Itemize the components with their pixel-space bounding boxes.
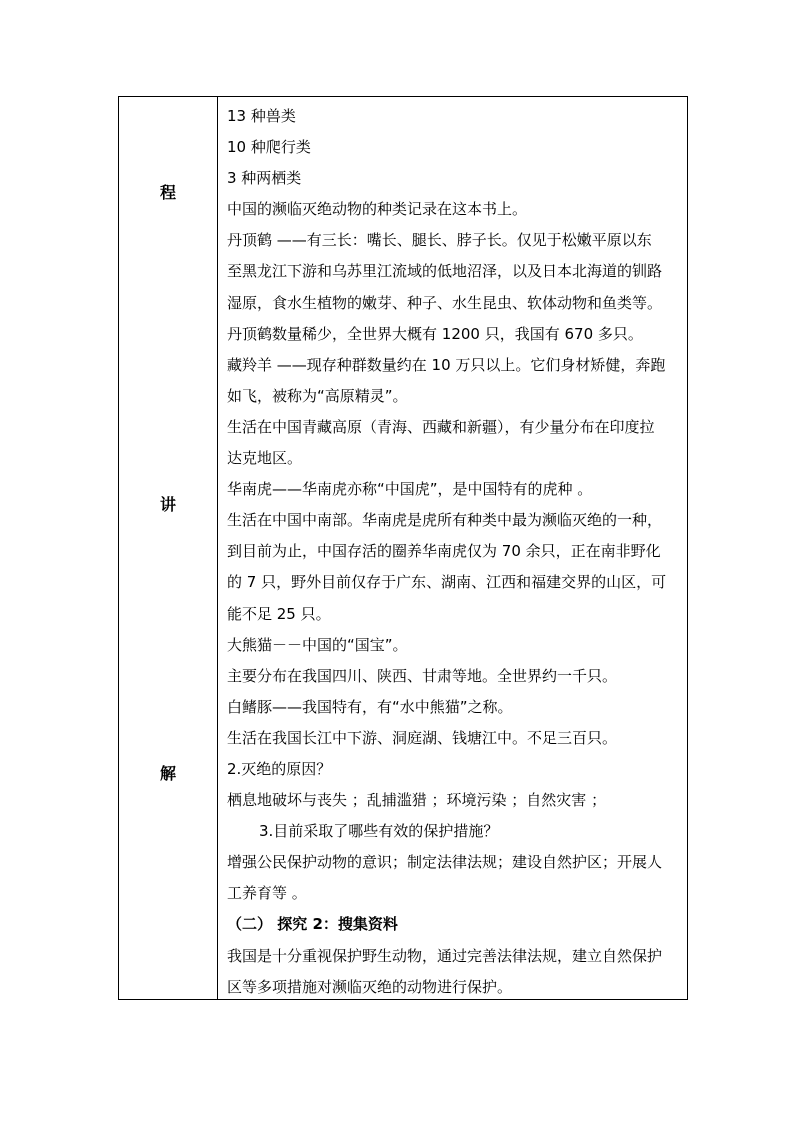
content-cell: [227, 101, 683, 1003]
text-line: 主要分布在我国四川、陕西、甘肃等地。全世界约一千只。: [227, 666, 618, 685]
text-line: 华南虎——华南虎亦称“中国虎”，是中国特有的虎种 。: [227, 480, 593, 499]
text-line: 生活在中国青藏高原（青海、西藏和新疆），有少量分布在印度拉: [227, 417, 655, 436]
text-line: 丹顶鹤数量稀少，全世界大概有 1200 只，我国有 670 多只。: [227, 324, 643, 343]
column-divider: [217, 97, 218, 999]
text-line: 大熊猫－－中国的“国宝”。: [227, 635, 408, 654]
question-heading: 2.灭绝的原因？: [227, 759, 332, 778]
side-label-jie: 解: [159, 764, 176, 783]
text-line: 10 种爬行类: [227, 138, 311, 157]
section-heading: （二） 探究 2：搜集资料: [227, 915, 398, 934]
text-line: 达克地区。: [227, 449, 303, 468]
text-line: 区等多项措施对濒临灭绝的动物进行保护。: [227, 977, 513, 996]
text-line: 栖息地破坏与丧失 ；乱捕滥猎 ；环境污染 ；自然灾害 ；: [227, 791, 607, 810]
text-line: 生活在中国中南部。华南虎是虎所有种类中最为濒临灭绝的一种，: [227, 511, 663, 530]
text-line: 能不足 25 只。: [227, 604, 331, 623]
text-line: 增强公民保护动物的意识；制定法律法规；建设自然护区；开展人: [227, 853, 663, 872]
text-line: 白鳍豚——我国特有，有“水中熊猫”之称。: [227, 697, 513, 716]
text-line: 中国的濒临灭绝动物的种类记录在这本书上。: [227, 200, 528, 219]
text-line: 的 7 只，野外目前仅存于广东、湖南、江西和福建交界的山区，可: [227, 573, 667, 592]
side-label-jiang: 讲: [159, 495, 176, 514]
side-label-cheng: 程: [159, 183, 176, 202]
text-line: 丹顶鹤 ——有三长：嘴长、腿长、脖子长。仅见于松嫩平原以东: [227, 231, 652, 250]
text-line: 生活在我国长江中下游、洞庭湖、钱塘江中。不足三百只。: [227, 728, 618, 747]
text-line: 我国是十分重视保护野生动物，通过完善法律法规，建立自然保护: [227, 946, 663, 965]
lesson-table: [118, 96, 688, 1000]
question-heading: 3.目前采取了哪些有效的保护措施？: [259, 822, 499, 841]
text-line: 13 种兽类: [227, 107, 296, 125]
text-line: 湿原，食水生植物的嫩芽、种子、水生昆虫、软体动物和鱼类等。: [227, 293, 663, 312]
text-line: 藏羚羊 ——现存种群数量约在 10 万只以上。它们身材矫健，奔跑: [227, 355, 666, 374]
text-line: 至黑龙江下游和乌苏里江流域的低地沼泽，以及日本北海道的钏路: [227, 262, 663, 281]
text-line: 工养育等 。: [227, 884, 307, 903]
text-line: 如飞，被称为“高原精灵”。: [227, 386, 408, 405]
text-line: 3 种两栖类: [227, 169, 302, 188]
text-line: 到目前为止，中国存活的圈养华南虎仅为 70 余只，正在南非野化: [227, 542, 661, 561]
